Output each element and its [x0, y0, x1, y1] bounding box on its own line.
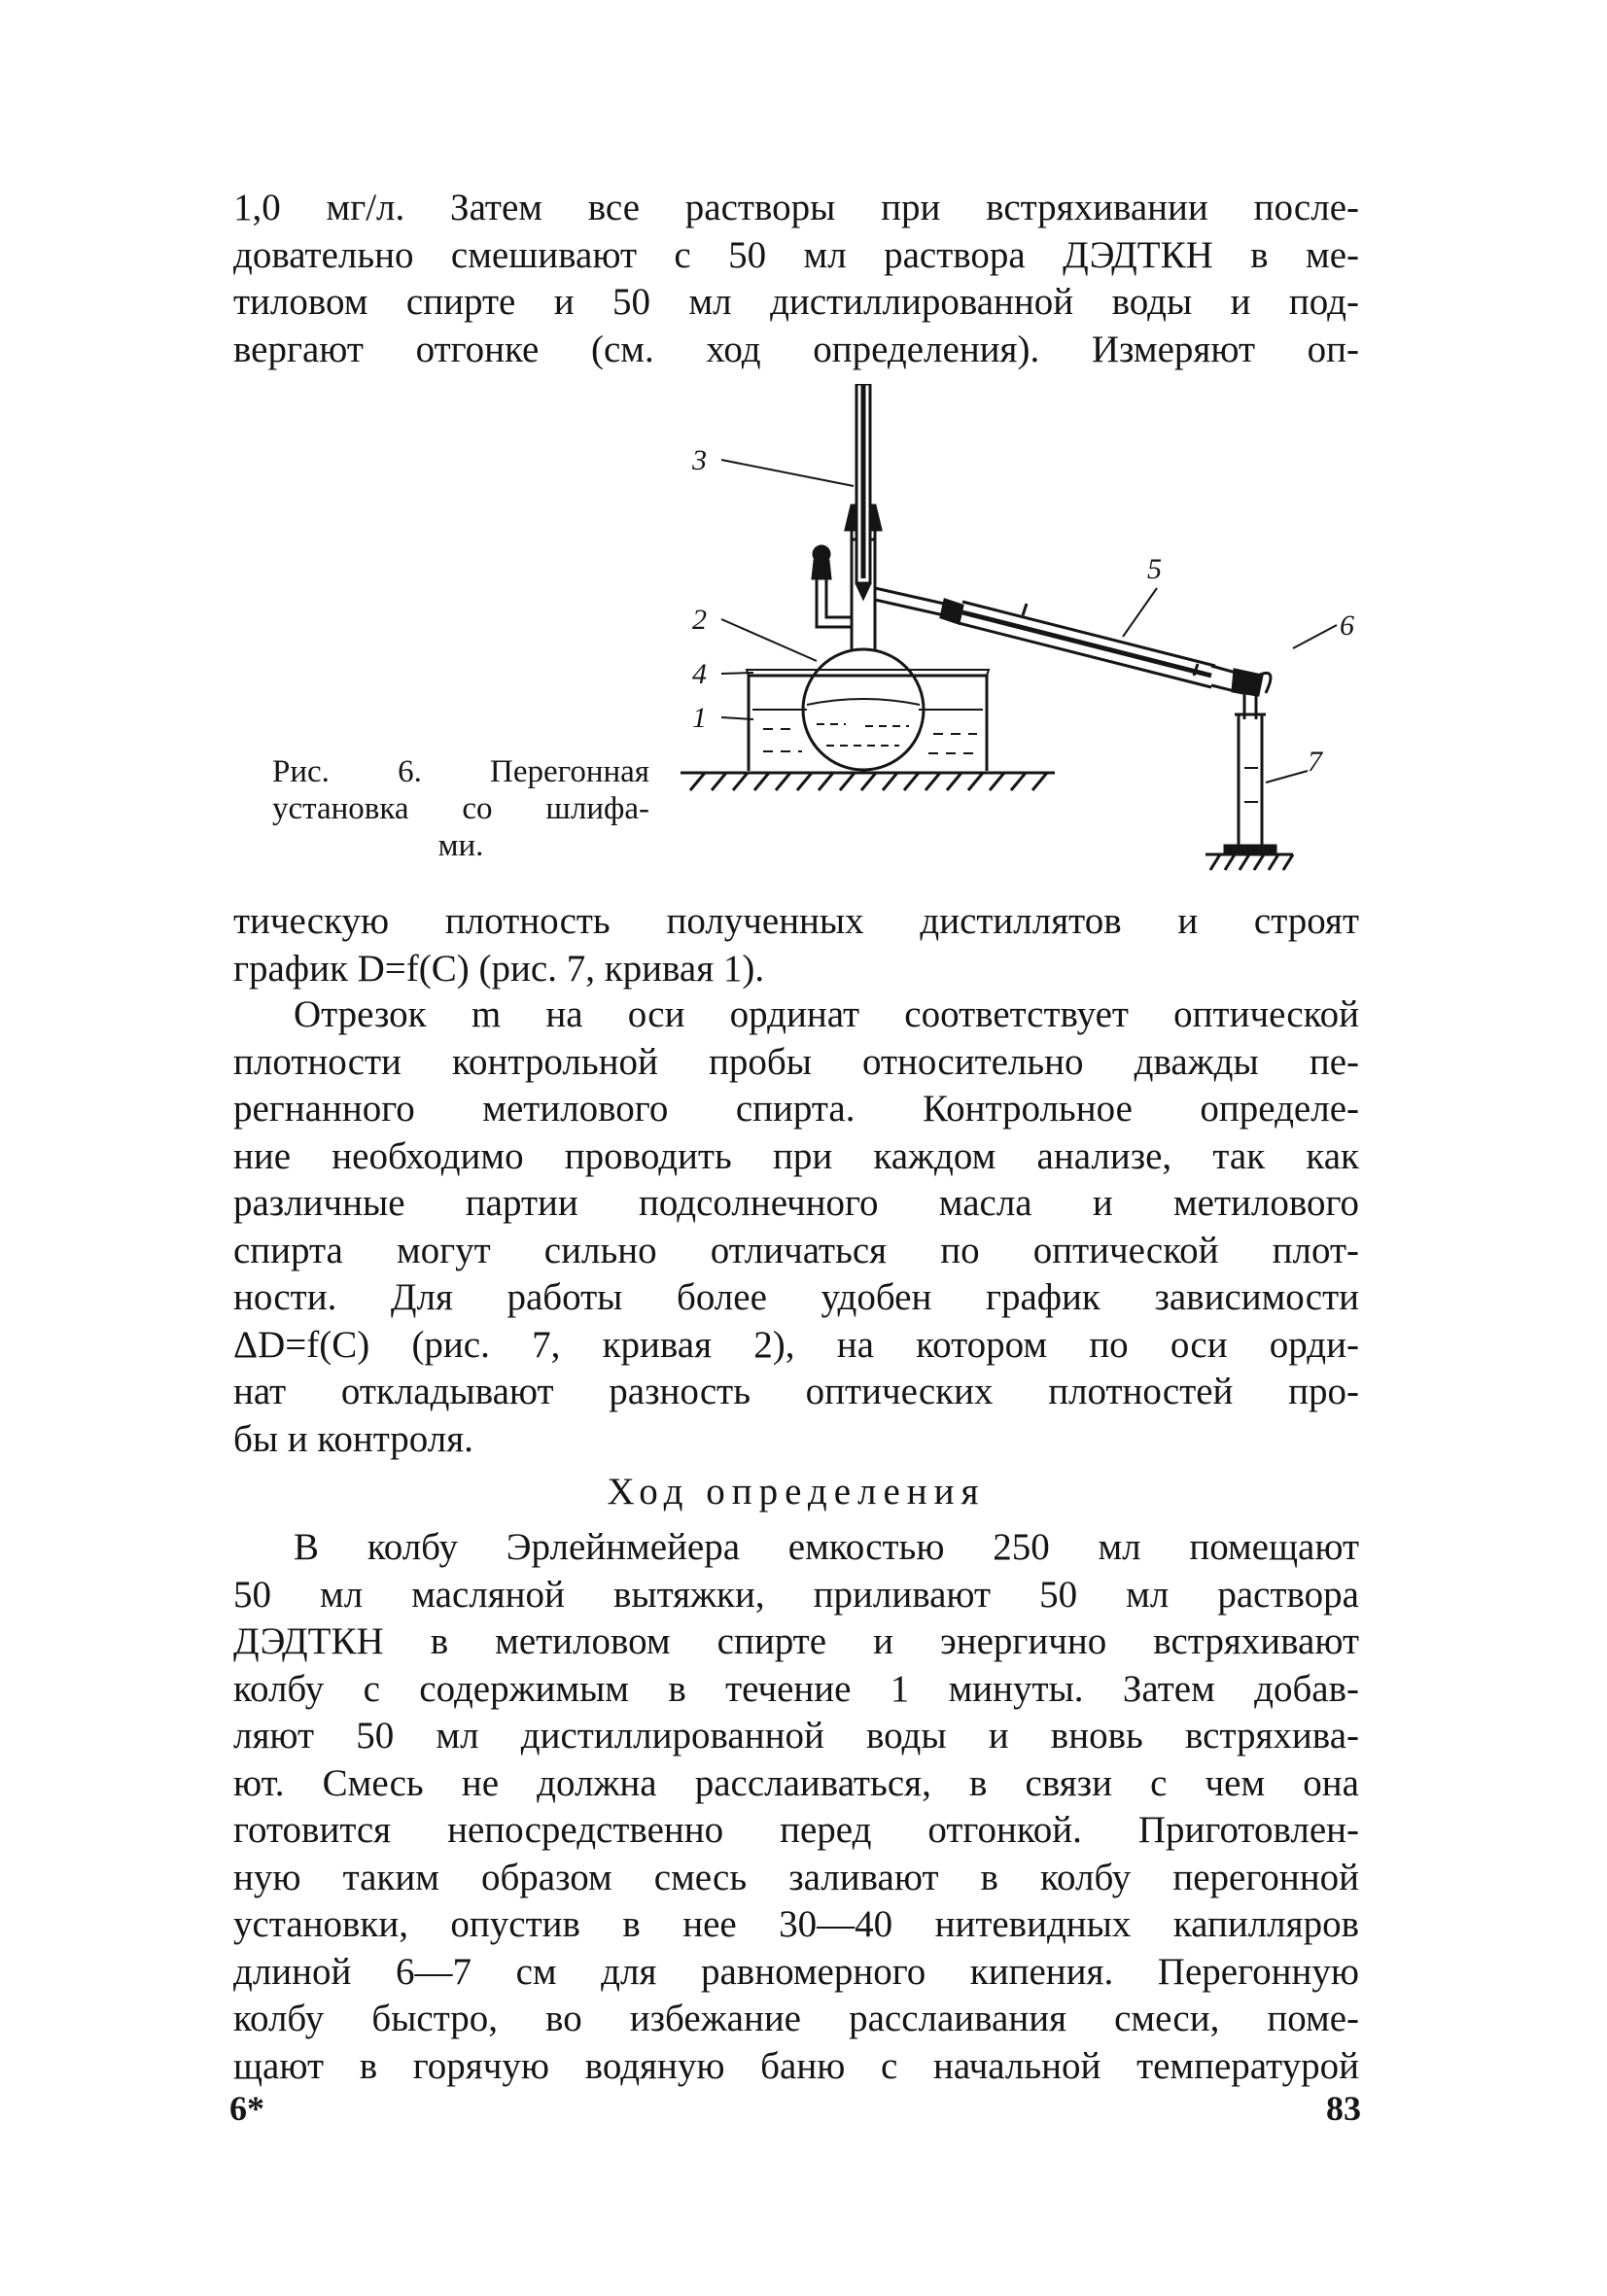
page-number: 83 [1326, 2089, 1361, 2128]
thermometer [856, 384, 870, 598]
text-line: ности. Для работы более удобен график зависимости [233, 1276, 1359, 1318]
text-line: график D=f(C) (рис. 7, кривая 1). [233, 947, 765, 990]
text-line: нат откладывают разность оптических плотностей про- [233, 1371, 1359, 1412]
text-line: различные партии подсолнечного масла и метилового [233, 1182, 1359, 1224]
caption-line: ми. [437, 828, 484, 863]
label-leaders [721, 460, 1337, 783]
text-line: регнанного метилового спирта. Контрольное определе- [233, 1088, 1359, 1130]
text-line: бы и контроля. [233, 1417, 473, 1460]
text-line: колбу быстро, во избежание расслаивания смеси, поме- [233, 1998, 1359, 2039]
caption-line: Рис. 6. Перегонная [272, 754, 649, 789]
distillation-apparatus-figure [671, 384, 1371, 889]
text-line: 50 мл масляной вытяжки, приливают 50 мл раствора [233, 1573, 1359, 1616]
text-line: В колбу Эрлейнмейера емкостью 250 мл помещают [294, 1526, 1359, 1568]
text-line: установки, опустив в нее 30—40 нитевидных капилляров [233, 1903, 1359, 1945]
procedure-paragraph [233, 1524, 1359, 2090]
water-bath [747, 670, 989, 771]
segment-paragraph [233, 991, 1359, 1463]
figure-label-1: 1 [692, 702, 707, 734]
text-line: 1,0 мг/л. Затем все растворы при встряхивании после- [233, 187, 1359, 228]
table-surface [681, 773, 1055, 790]
figure-label-5: 5 [1147, 553, 1162, 585]
figure-caption [272, 753, 649, 864]
figure-label-4: 4 [692, 658, 707, 690]
text-line: плотности контрольной пробы относительно дважды пе- [233, 1040, 1359, 1083]
text-line: ДЭДТКН в метиловом спирте и энергично встряхивают [233, 1620, 1359, 1662]
figure-label-6: 6 [1340, 609, 1354, 642]
text-line: колбу с содержимым в течение 1 минуты. Затем добав- [233, 1667, 1359, 1710]
text-line: тическую плотность полученных дистиллятов и строят [233, 900, 1359, 942]
top-paragraph [233, 185, 1359, 373]
text-line: вергают отгонке (см. ход определения). Измеряют оп- [233, 328, 1359, 370]
text-line: длиной 6—7 см для равномерного кипения. Перегонную [233, 1950, 1359, 1993]
signature-mark: 6* [229, 2089, 264, 2128]
text-line: ΔD=f(C) (рис. 7, кривая 2), на котором по оси орди- [233, 1323, 1359, 1366]
section-heading: Ход определения [607, 1471, 986, 1513]
text-line: Отрезок m на оси ординат соответствует оптической [294, 993, 1359, 1035]
middle-paragraph [233, 898, 1359, 992]
caption-line: установка со шлифа- [272, 791, 649, 826]
figure-label-2: 2 [692, 604, 707, 636]
text-line: ние необходимо проводить при каждом анализе, так как [233, 1134, 1359, 1177]
text-line: спирта могут сильно отличаться по оптической плот- [233, 1229, 1359, 1271]
figure-label-3: 3 [692, 444, 707, 476]
text-line: тиловом спирте и 50 мл дистиллированной воды и под- [233, 281, 1359, 323]
condenser [875, 588, 1271, 719]
text-line: довательно смешивают с 50 мл раствора ДЭДТКН в ме- [233, 233, 1359, 276]
text-line: щают в горячую водяную баню с начальной температурой [233, 2044, 1359, 2087]
figure-label-7: 7 [1308, 746, 1322, 778]
text-line: ляют 50 мл дистиллированной воды и вновь встряхива- [233, 1715, 1359, 1757]
text-line: готовится непосредственно перед отгонкой. Приготовлен- [233, 1809, 1359, 1851]
text-line: ную таким образом смесь заливают в колбу перегонной [233, 1856, 1359, 1898]
text-line: ют. Смесь не должна расслаиваться, в связи с чем она [233, 1761, 1359, 1804]
graduated-cylinder [1205, 714, 1293, 870]
